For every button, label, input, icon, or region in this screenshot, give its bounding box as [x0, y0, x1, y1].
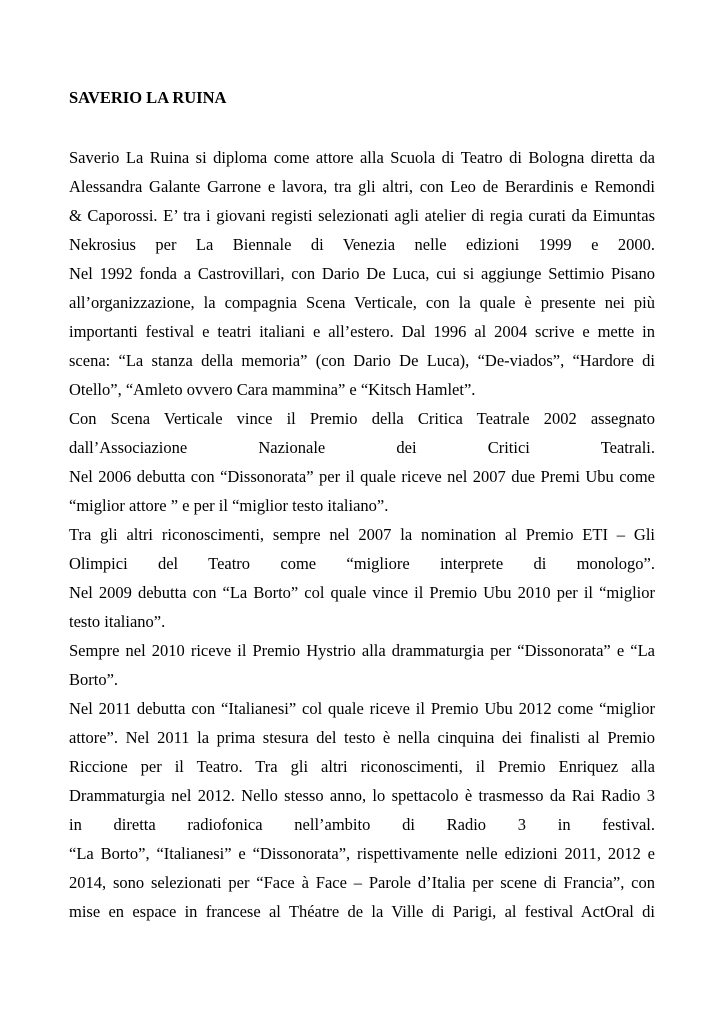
- body-line: Saverio La Ruina si diploma come attore alla Scuola di Teatro di Bologna diretta da: [69, 148, 655, 167]
- body-line: Otello”, “Amleto ovvero Cara mammina” e “Kitsch Hamlet”.: [69, 380, 476, 399]
- body-line: Borto”.: [69, 670, 119, 689]
- body-line: dall’Associazione Nazionale dei Critici Teatrali.: [69, 438, 655, 457]
- body-line: Con Scena Verticale vince il Premio della Critica Teatrale 2002 assegnato: [69, 409, 655, 428]
- body-line: Nekrosius per La Biennale di Venezia nelle edizioni 1999 e 2000.: [69, 235, 655, 254]
- document-title: SAVERIO LA RUINA: [69, 88, 227, 107]
- body-line: Nel 2006 debutta con “Dissonorata” per il quale riceve nel 2007 due Premi Ubu come: [69, 467, 655, 486]
- body-line: Tra gli altri riconoscimenti, sempre nel 2007 la nomination al Premio ETI – Gli: [69, 525, 655, 544]
- body-line: Riccione per il Teatro. Tra gli altri riconoscimenti, il Premio Enriquez alla: [69, 757, 655, 776]
- body-line: mise en espace in francese al Théatre de la Ville di Parigi, al festival ActOral di: [69, 902, 655, 921]
- body-line: “miglior attore ” e per il “miglior testo italiano”.: [69, 496, 389, 515]
- body-line: & Caporossi. E’ tra i giovani registi selezionati agli atelier di regia curati da Eimuntas: [69, 206, 655, 225]
- body-line: Nel 2009 debutta con “La Borto” col quale vince il Premio Ubu 2010 per il “miglior: [69, 583, 655, 602]
- document-body: [69, 143, 655, 926]
- body-line: Olimpici del Teatro come “migliore interprete di monologo”.: [69, 554, 655, 573]
- body-line: attore”. Nel 2011 la prima stesura del testo è nella cinquina dei finalisti al Premio: [69, 728, 655, 747]
- body-line: scena: “La stanza della memoria” (con Dario De Luca), “De-viados”, “Hardore di: [69, 351, 655, 370]
- body-line: Alessandra Galante Garrone e lavora, tra gli altri, con Leo de Berardinis e Remondi: [69, 177, 655, 196]
- body-line: Drammaturgia nel 2012. Nello stesso anno, lo spettacolo è trasmesso da Rai Radio 3: [69, 786, 655, 805]
- body-line: in diretta radiofonica nell’ambito di Radio 3 in festival.: [69, 815, 655, 834]
- body-line: Sempre nel 2010 riceve il Premio Hystrio alla drammaturgia per “Dissonorata” e “La: [69, 641, 655, 660]
- body-line: Nel 2011 debutta con “Italianesi” col quale riceve il Premio Ubu 2012 come “miglior: [69, 699, 655, 718]
- body-line: 2014, sono selezionati per “Face à Face – Parole d’Italia per scene di Francia”, con: [69, 873, 655, 892]
- body-line: importanti festival e teatri italiani e all’estero. Dal 1996 al 2004 scrive e mette in: [69, 322, 655, 341]
- body-line: “La Borto”, “Italianesi” e “Dissonorata”, rispettivamente nelle edizioni 2011, 2012 e: [69, 844, 655, 863]
- body-line: all’organizzazione, la compagnia Scena Verticale, con la quale è presente nei più: [69, 293, 655, 312]
- body-line: Nel 1992 fonda a Castrovillari, con Dario De Luca, cui si aggiunge Settimio Pisano: [69, 264, 655, 283]
- body-line: testo italiano”.: [69, 612, 166, 631]
